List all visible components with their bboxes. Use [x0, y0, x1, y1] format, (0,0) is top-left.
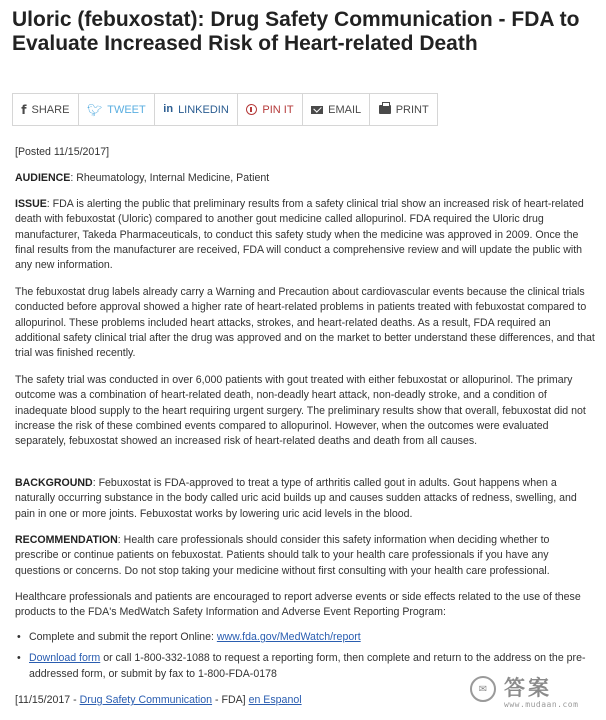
site-watermark: [470, 672, 600, 716]
background-text: : Febuxostat is FDA-approved to treat a type of arthritis called gout in adults. Gout happens when a naturally occurring substance in the body called uric acid builds up and causes sudden attacks of redness, swelling, and pain in one or more joints. Febuxostat works by lowering uric acid levels in the blood.: [15, 477, 577, 520]
share-twitter-label: TWEET: [107, 103, 146, 116]
audience-text: : Rheumatology, Internal Medicine, Patient: [70, 172, 270, 184]
drug-safety-communication-link[interactable]: Drug Safety Communication: [79, 694, 213, 706]
share-facebook-button[interactable]: [13, 94, 79, 125]
issue-text: : FDA is alerting the public that preliminary results from a safety clinical trial show an increased risk of heart-related death with febuxostat (Uloric) compared to another gout medicine called allopurinol. FDA required the Uloric drug manufacturer, Takeda Pharmaceuticals, to conduct this safety study when the medicine was approved in 2009. Once the final results from the manufacturer are received, FDA will conduct a comprehensive review and will update the public with any new information.: [15, 198, 584, 272]
recommendation-label: RECOMMENDATION: [15, 534, 118, 546]
linkedin-icon: in: [163, 103, 174, 115]
online-report-text: Complete and submit the report Online:: [29, 631, 217, 643]
download-form-text: or call 1-800-332-1088 to request a reporting form, then complete and return to the address on the pre-addressed form, or submit by fax to 1-800-FDA-0178: [29, 652, 586, 680]
download-form-link[interactable]: Download form: [29, 652, 101, 665]
footer-middle: - FDA]: [212, 694, 249, 706]
background-paragraph: [15, 476, 595, 522]
footer-prefix: [11/15/2017 -: [15, 694, 80, 706]
posted-date: [Posted 11/15/2017]: [15, 146, 110, 158]
page-title: Uloric (febuxostat): Drug Safety Communication - FDA to Evaluate Increased Risk of Heart-related Death: [12, 8, 580, 55]
share-linkedin-button[interactable]: [155, 94, 238, 125]
issue-label: ISSUE: [15, 198, 47, 210]
en-espanol-link[interactable]: en Espanol: [248, 694, 302, 706]
list-item: [15, 630, 595, 645]
safety-trial-paragraph: The safety trial was conducted in over 6,000 patients with gout treated with either febuxostat or allopurinol. The primary outcome was a combination of heart-related death, non-deadly heart attack, non-deadly stroke, and a condition of inadequate blood supply to the heart requiring urgent surgery. The preliminary results show that overall, febuxostat did not increase the risk of these combined events compared to allopurinol. However, when the outcomes were evaluated separately, febuxostat showed an increased risk of heart-related deaths and death from all causes.: [15, 374, 586, 448]
envelope-icon: [311, 106, 323, 114]
facebook-icon: f: [21, 102, 27, 117]
print-button[interactable]: [370, 94, 437, 125]
twitter-bird-icon: 🐦︎: [86, 102, 103, 117]
pinterest-icon: [246, 104, 257, 115]
watermark-text: 答案: [504, 676, 552, 700]
share-facebook-label: SHARE: [31, 103, 70, 116]
medwatch-report-link[interactable]: www.fda.gov/MedWatch/report: [216, 631, 361, 643]
audience-label: AUDIENCE: [15, 172, 71, 184]
issue-paragraph: [15, 197, 595, 273]
share-linkedin-label: LINKEDIN: [178, 103, 229, 116]
share-twitter-button[interactable]: [79, 94, 155, 125]
audience-paragraph: [15, 171, 595, 186]
print-label: PRINT: [395, 103, 429, 116]
share-bar: [12, 93, 438, 126]
watermark-url: www.mudaan.com: [504, 700, 579, 709]
printer-icon: [379, 105, 391, 114]
recommendation-paragraph: [15, 533, 595, 579]
watermark-logo-icon: ✉: [470, 676, 496, 702]
share-email-label: EMAIL: [328, 103, 362, 116]
share-email-button[interactable]: [303, 94, 371, 125]
share-pinterest-button[interactable]: [238, 94, 303, 125]
recommendation-text: : Health care professionals should consider this safety information when deciding whether to prescribe or continue patients on febuxostat. Patients should talk to your health care professionals if you have any questions or concerns. Do not stop taking your medicine without first consulting with your health care professional.: [15, 534, 550, 577]
background-label: BACKGROUND: [15, 477, 93, 489]
drug-labels-paragraph: The febuxostat drug labels already carry a Warning and Precaution about cardiovascular events because the clinical trials conducted before approval showed a higher rate of heart-related problems in patients treated with febuxostat compared to allopurinol. These problems included heart attacks, strokes, and heart-related deaths. As a result, FDA required an additional safety clinical trial after the drug was approved and on the market to better understand these differences, and that trial was finished recently.: [15, 286, 595, 360]
reporting-paragraph: Healthcare professionals and patients are encouraged to report adverse events or side effects related to the use of these products to the FDA's MedWatch Safety Information and Adverse Event Reporting Program:: [15, 591, 581, 619]
share-pinterest-label: PIN IT: [262, 103, 294, 116]
